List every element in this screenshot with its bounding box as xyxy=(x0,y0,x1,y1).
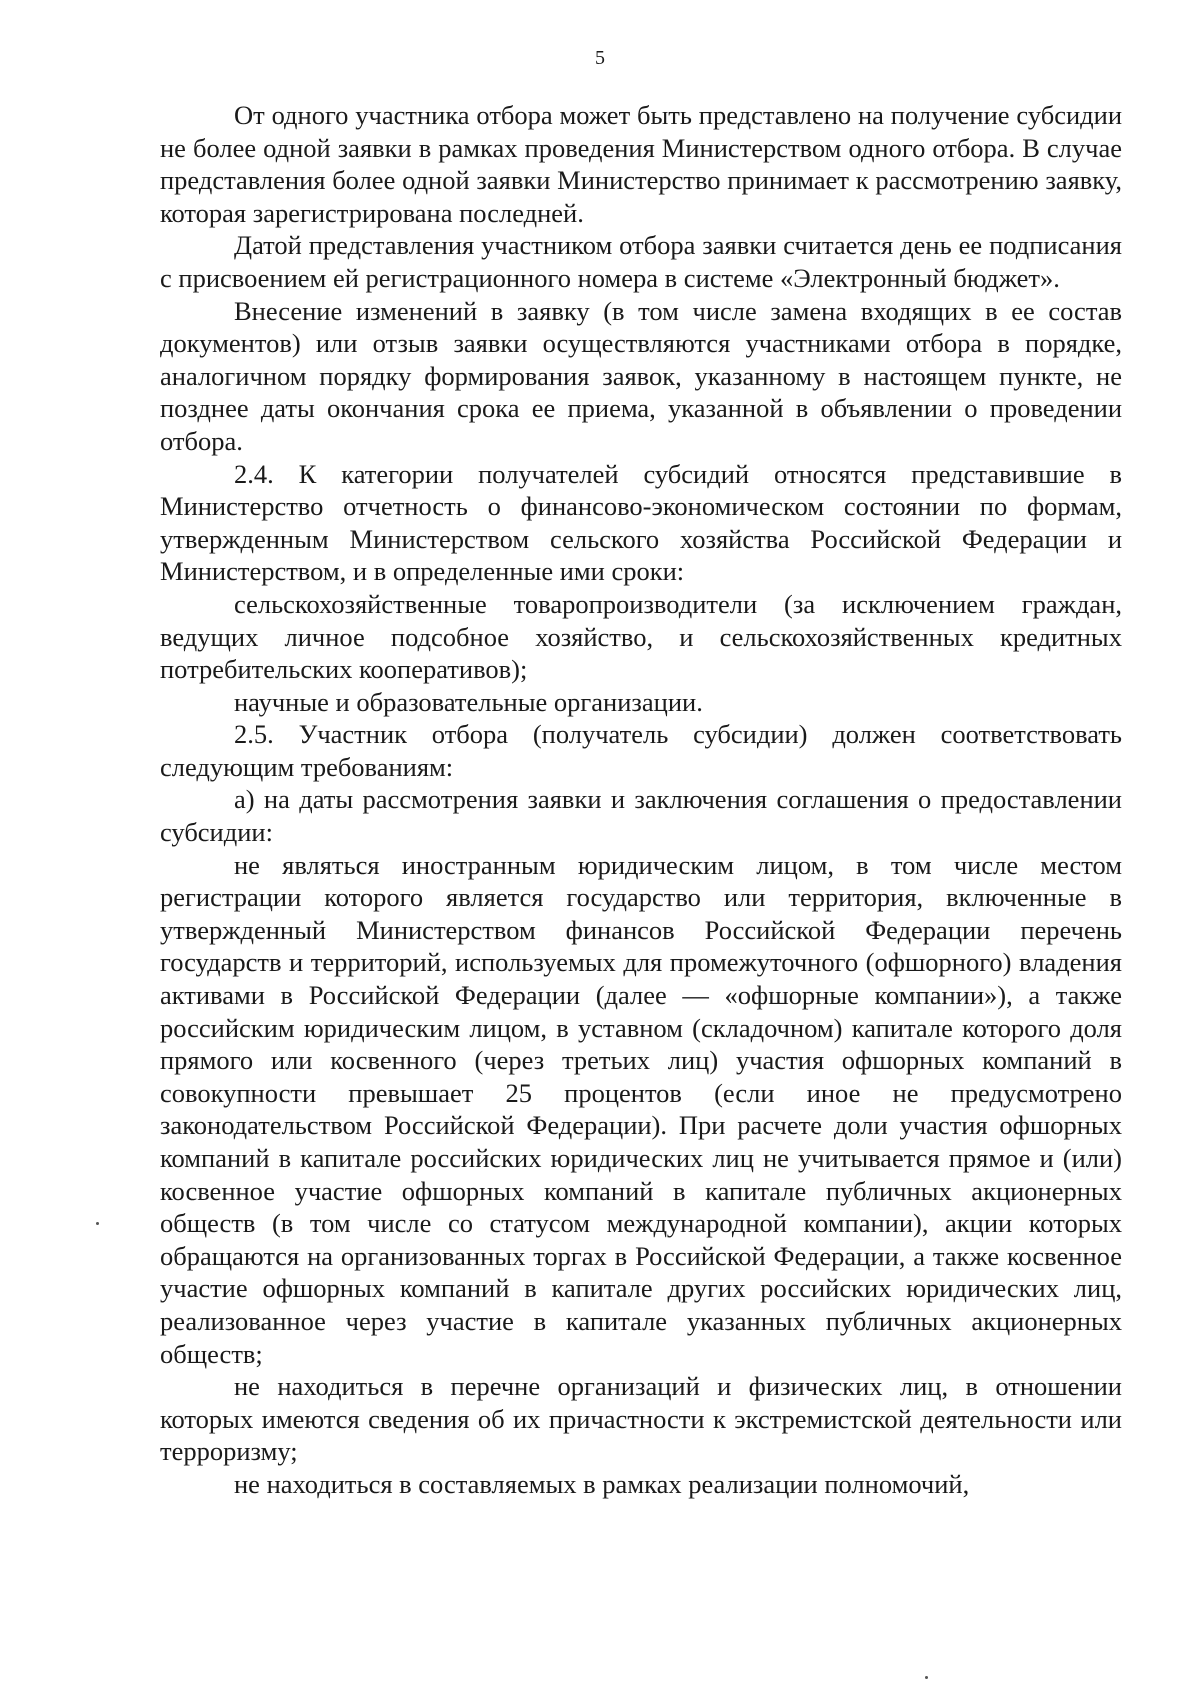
paragraph-section-2-4: 2.4. К категории получателей субсидий относятся представившие в Министерство отчетность о финансово-экономическом состоянии по формам, утвержденным Министерством сельского хозяйства Российской Федерации и Министерством, и в определенные ими сроки: xyxy=(160,458,1122,587)
paragraph-application-changes: Внесение изменений в заявку (в том числе замена входящих в ее состав документов) или отзыв заявки осуществляются участниками отбора в порядке, аналогичном порядку формирования заявок, указанному в настоящем пункте, не позднее даты окончания срока ее приема, указанной в объявлении о проведении отбора. xyxy=(160,295,1122,456)
paragraph-offshore-requirement: не являться иностранным юридическим лицом, в том числе местом регистрации которого является государство или территория, включенные в утвержденный Министерством финансов Российской Федерации перечень государств и территорий, используемых для промежуточного (офшорного) владения активами в Российской Федерации (далее — «офшорные компании»), а также российским юридическим лицом, в уставном (складочном) капитале которого доля прямого или косвенного (через третьих лиц) участия офшорных компаний в совокупности превышает 25 процентов (если иное не предусмотрено законодательством Российской Федерации). При расчете доли участия офшорных компаний в капитале российских юридических лиц не учитывается прямое и (или) косвенное участие офшорных компаний в капитале публичных акционерных обществ (в том числе со статусом международной компании), акции которых обращаются на организованных торгах в Российской Федерации, а также косвенное участие офшорных компаний в капитале других российских юридических лиц, реализованное через участие в капитале указанных публичных акционерных обществ; xyxy=(160,849,1122,1369)
paragraph-single-application: От одного участника отбора может быть представлено на получение субсидии не более одной заявки в рамках проведения Министерством одного отбора. В случае представления более одной заявки Министерство принимает к рассмотрению заявку, которая зарегистрирована последней. xyxy=(160,100,1122,228)
scan-speck xyxy=(925,1676,928,1679)
paragraph-item-a: а) на даты рассмотрения заявки и заключения соглашения о предоставлении субсидии: xyxy=(160,784,1122,848)
paragraph-extremism-list: не находиться в перечне организаций и физических лиц, в отношении которых имеются сведения об их причастности к экстремистской деятельности или терроризму; xyxy=(160,1371,1122,1467)
document-body xyxy=(160,99,1122,1501)
paragraph-section-2-5: 2.5. Участник отбора (получатель субсидии) должен соответствовать следующим требованиям: xyxy=(160,719,1122,782)
paragraph-agricultural-producers: сельскохозяйственные товаропроизводители (за исключением граждан, ведущих личное подсобное хозяйство, и сельскохозяйственных кредитных потребительских кооперативов); xyxy=(160,588,1122,685)
scan-speck xyxy=(96,1222,99,1225)
page-number: 5 xyxy=(595,47,605,69)
paragraph-scientific-organizations: научные и образовательные организации. xyxy=(234,686,703,717)
paragraph-submission-date: Датой представления участником отбора заявки считается день ее подписания с присвоением ей регистрационного номера в системе «Электронный бюджет». xyxy=(160,230,1122,293)
paragraph-powers-list: не находиться в составляемых в рамках реализации полномочий, xyxy=(234,1468,970,1499)
